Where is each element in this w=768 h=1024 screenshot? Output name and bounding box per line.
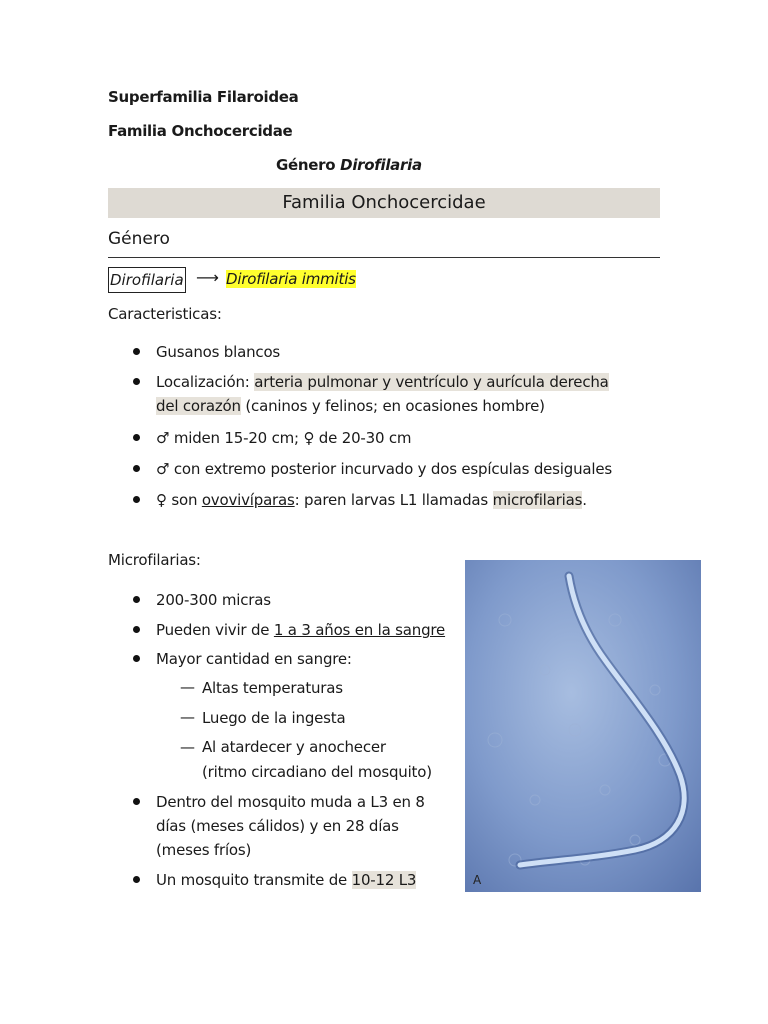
sub-item-temperature: Altas temperaturas (202, 679, 343, 697)
microfilariae-item-quantity: Mayor cantidad en sangre: (156, 650, 352, 668)
microfilariae-title: Microfilarias: (108, 551, 201, 569)
sub-item-dusk-cont: (ritmo circadiano del mosquito) (202, 763, 432, 781)
genus-heading-name: Dirofilaria (340, 156, 422, 174)
bullet-icon (133, 434, 140, 441)
arrow-right-icon: ⟶ (196, 268, 219, 287)
characteristics-item-color: Gusanos blancos (156, 343, 281, 361)
species-name (226, 267, 356, 291)
dash-icon: — (180, 678, 195, 696)
bullet-icon (133, 655, 140, 662)
bullet-icon (133, 798, 140, 805)
female-mid: : paren larvas L1 llamadas (294, 491, 493, 509)
microfilariae-item-lifespan (156, 618, 445, 642)
genus-heading-prefix: Género (276, 156, 341, 174)
genus-section-label: Género (108, 229, 170, 249)
section-divider (108, 257, 660, 258)
female-highlight: microfilarias (492, 491, 583, 509)
sub-item-dusk: Al atardecer y anochecer (202, 738, 386, 756)
characteristics-item-size: ♂ miden 15-20 cm; ♀ de 20-30 cm (156, 429, 412, 447)
characteristics-item-male: ♂ con extremo posterior incurvado y dos espículas desiguales (156, 460, 612, 478)
location-highlight-1: arteria pulmonar y ventrículo y aurícula derecha (254, 373, 609, 391)
location-suffix: (caninos y felinos; en ocasiones hombre) (240, 397, 545, 415)
transmit-prefix: Un mosquito transmite de (156, 871, 352, 889)
genus-heading (276, 156, 422, 174)
family-banner: Familia Onchocercidae (108, 188, 660, 218)
female-end: . (582, 491, 587, 509)
bullet-icon (133, 876, 140, 883)
female-underline: ovovivíparas (201, 491, 295, 509)
lifespan-underline: 1 a 3 años en la sangre (273, 621, 446, 639)
location-prefix: Localización: (156, 373, 255, 391)
microfilariae-item-transmit (156, 868, 416, 892)
dash-icon: — (180, 738, 195, 756)
bullet-icon (133, 626, 140, 633)
lifespan-prefix: Pueden vivir de (156, 621, 274, 639)
dash-icon: — (180, 708, 195, 726)
microfilariae-item-mosquito-cont1: días (meses cálidos) y en 28 días (156, 817, 399, 835)
family-heading: Familia Onchocercidae (108, 122, 293, 140)
bullet-icon (133, 348, 140, 355)
microfilariae-item-mosquito: Dentro del mosquito muda a L3 en 8 (156, 793, 425, 811)
characteristics-title: Caracteristicas: (108, 305, 222, 323)
microfilaria-photo (465, 560, 701, 892)
bullet-icon (133, 378, 140, 385)
transmit-highlight: 10-12 L3 (351, 871, 417, 889)
superfamily-heading: Superfamilia Filaroidea (108, 88, 299, 106)
bullet-icon (133, 496, 140, 503)
characteristics-item-female (156, 488, 587, 512)
sub-item-ingestion: Luego de la ingesta (202, 709, 346, 727)
species-highlight: Dirofilaria immitis (226, 270, 356, 288)
characteristics-item-location-cont (156, 394, 545, 418)
bullet-icon (133, 596, 140, 603)
microfilariae-item-size: 200-300 micras (156, 591, 271, 609)
location-highlight-2: del corazón (156, 397, 241, 415)
photo-label: A (473, 873, 482, 887)
bullet-icon (133, 465, 140, 472)
female-prefix: ♀ son (156, 491, 202, 509)
characteristics-item-location (156, 370, 609, 394)
microfilariae-item-mosquito-cont2: (meses fríos) (156, 841, 252, 859)
genus-box: Dirofilaria (108, 267, 186, 293)
